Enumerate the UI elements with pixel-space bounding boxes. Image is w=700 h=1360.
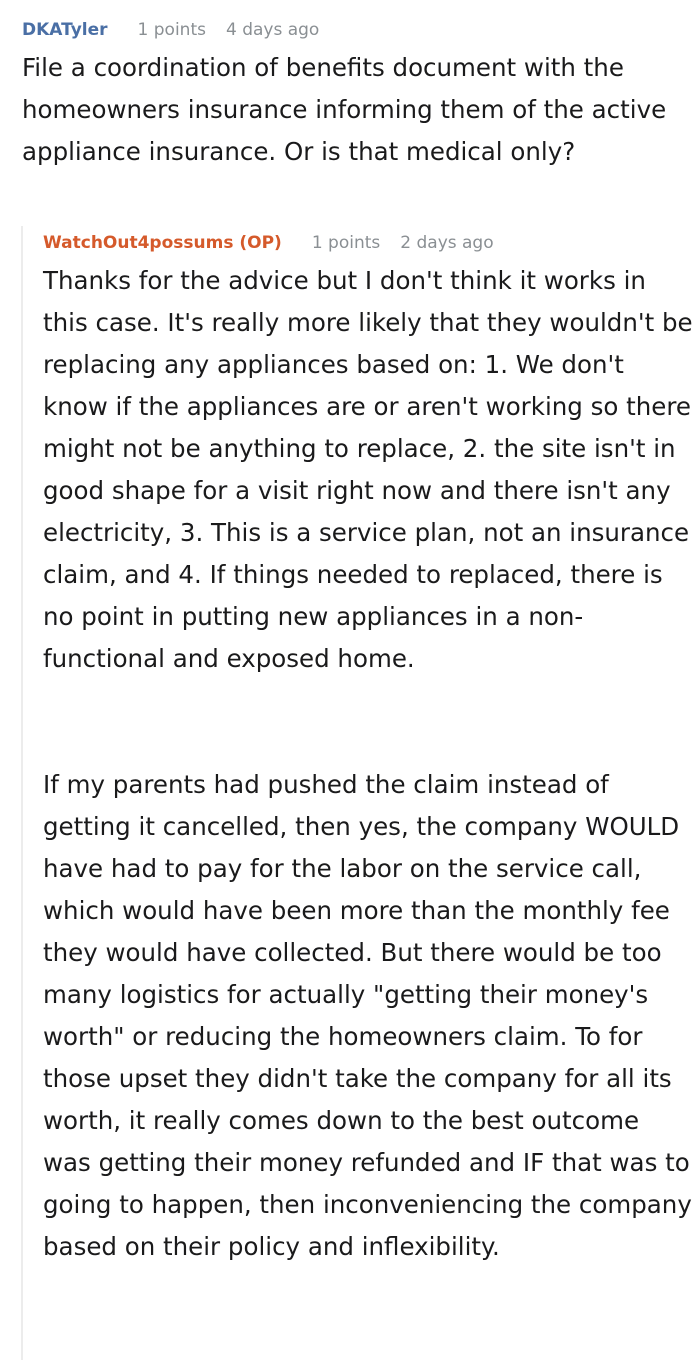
comment-timestamp[interactable]: 2 days ago — [400, 233, 494, 253]
comment-author[interactable]: DKATyler — [22, 20, 108, 40]
comment-points: 1 points — [311, 233, 381, 253]
comment-body: File a coordination of benefits document with the homeowners insurance informing them of the active appliance insurance. Or is that medical only? — [22, 53, 667, 166]
paragraph-spacer — [43, 680, 693, 764]
reply-thread-line[interactable] — [21, 226, 23, 1360]
reply-comment — [43, 231, 693, 1268]
comment — [22, 18, 692, 173]
comment-meta — [43, 231, 693, 255]
comment-body — [43, 260, 693, 1268]
comment-meta — [22, 18, 692, 42]
comment-paragraph: Thanks for the advice but I don't think it works in this case. It's really more likely that they wouldn't be replacing any appliances based on: 1. We don't know if the appliances are or aren't working so there might not be anything to replace, 2. the site isn't in good shape for a visit right now and there isn't any electricity, 3. This is a service plan, not an insurance claim, and 4. If things needed to replaced, there is no point in putting new appliances in a non-functional and exposed home. — [43, 266, 693, 673]
comment-timestamp[interactable]: 4 days ago — [225, 20, 320, 40]
comment-points: 1 points — [137, 20, 206, 40]
comment-author-op[interactable]: WatchOut4possums (OP) — [43, 233, 282, 253]
comment-paragraph: If my parents had pushed the claim instead of getting it cancelled, then yes, the company WOULD have had to pay for the labor on the service call, which would have been more than the monthly fee they would have collected. But there would be too many logistics for actually "getting their money's worth" or reducing the homeowners claim. To for those upset they didn't take the company for all its worth, it really comes down to the best outcome was getting their money refunded and IF that was to going to happen, then inconveniencing the company based on their policy and inflexibility. — [43, 770, 692, 1261]
